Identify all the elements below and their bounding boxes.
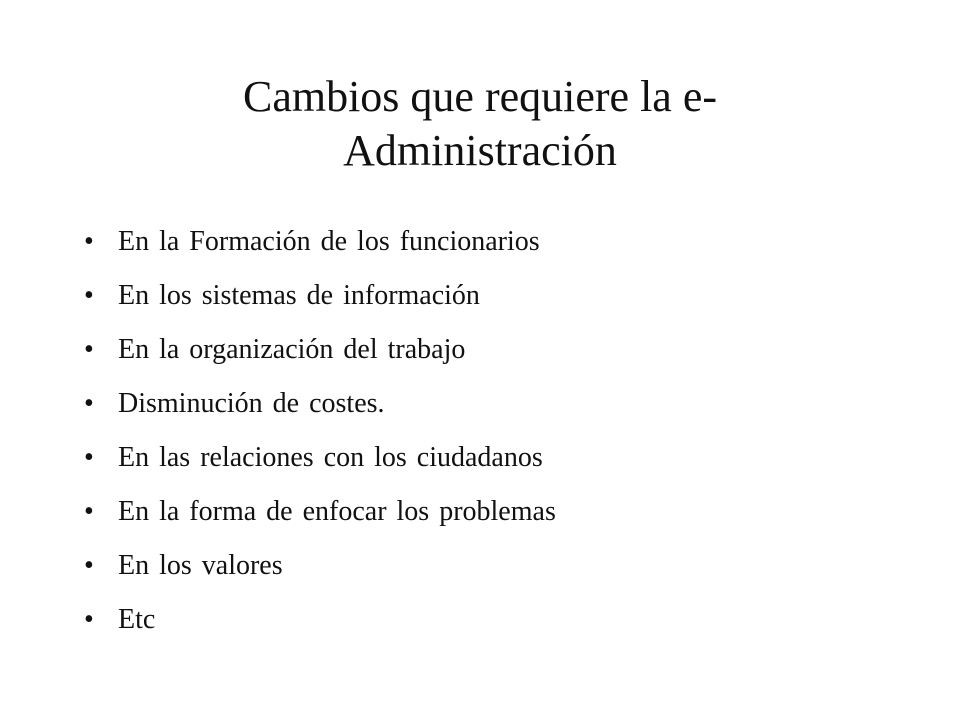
bullet-item-formacion <box>84 215 556 269</box>
slide-title <box>120 70 840 178</box>
bullet-text: En los sistemas de información <box>118 280 480 311</box>
bullet-text: En la Formación de los funcionarios <box>118 226 540 257</box>
bullet-dot-icon: • <box>84 280 94 311</box>
bullet-text: Etc <box>118 604 156 635</box>
bullet-list <box>84 215 556 647</box>
bullet-text: En las relaciones con los ciudadanos <box>118 442 543 473</box>
bullet-text: En los valores <box>118 550 283 581</box>
bullet-text: Disminución de costes. <box>118 388 385 419</box>
bullet-text: En la organización del trabajo <box>118 334 466 365</box>
bullet-item-relaciones <box>84 431 556 485</box>
slide-title-line-2: Administración <box>343 126 617 175</box>
bullet-dot-icon: • <box>84 604 94 635</box>
bullet-dot-icon: • <box>84 388 94 419</box>
bullet-dot-icon: • <box>84 334 94 365</box>
bullet-dot-icon: • <box>84 550 94 581</box>
bullet-item-etc <box>84 593 556 647</box>
bullet-item-sistemas <box>84 269 556 323</box>
bullet-item-problemas <box>84 485 556 539</box>
slide-title-line-1: Cambios que requiere la e- <box>242 72 718 121</box>
bullet-item-valores <box>84 539 556 593</box>
bullet-dot-icon: • <box>84 226 94 257</box>
bullet-dot-icon: • <box>84 442 94 473</box>
bullet-dot-icon: • <box>84 496 94 527</box>
bullet-item-costes <box>84 377 556 431</box>
bullet-text: En la forma de enfocar los problemas <box>118 496 556 527</box>
bullet-item-organizacion <box>84 323 556 377</box>
